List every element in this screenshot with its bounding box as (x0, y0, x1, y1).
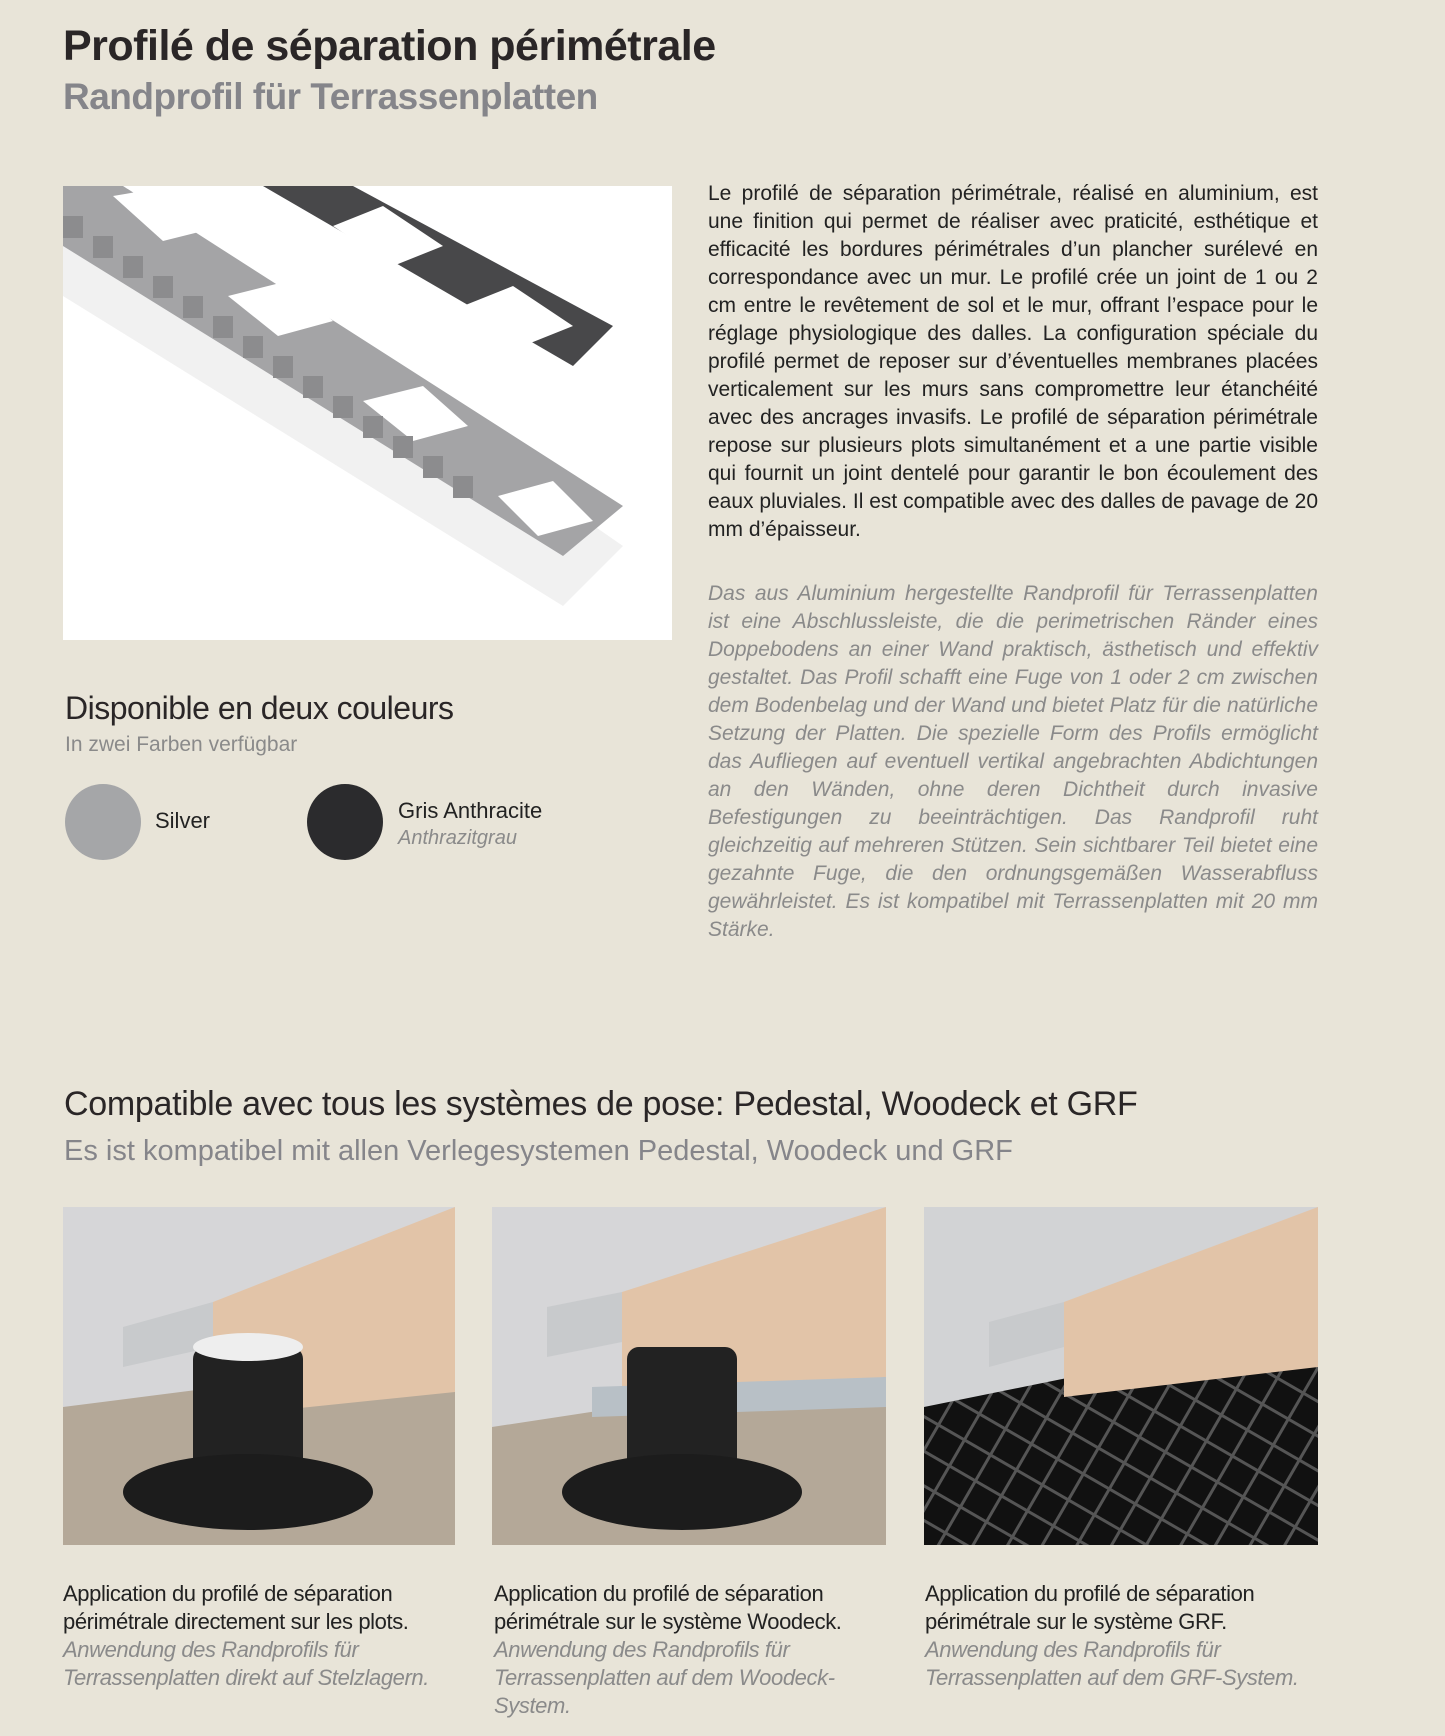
caption-de: Anwendung des Randprofils für Terrassenplatten auf dem Woodeck-System. (494, 1637, 835, 1718)
caption-de: Anwendung des Randprofils für Terrassenplatten auf dem GRF-System. (925, 1637, 1299, 1690)
colors-subheading: In zwei Farben verfügbar (65, 733, 298, 756)
description-fr: Le profilé de séparation périmétrale, réalisé en aluminium, est une finition qui permet de réaliser avec praticité, esthétique et efficacité les bordures périmétrales d’un plancher surélevé en correspondance avec un mur. Le profilé crée un joint de 1 ou 2 cm entre le revêtement de sol et le mur, offrant l’espace pour le réglage physiologique des dalles. La configuration spéciale du profilé permet de reposer sur d’éventuelles membranes placées verticalement sur les murs sans compromettre leur étanchéité avec des ancrages invasifs. Le profilé de séparation périmétrale repose sur plusieurs plots simultanément et a une partie visible qui fournit un joint dentelé pour garantir le bon écoulement des eaux pluviales. Il est compatible avec des dalles de pavage de 20 mm d’épaisseur. (708, 182, 1318, 541)
caption-fr: Application du profilé de séparation périmétrale sur le système GRF. (925, 1581, 1255, 1634)
caption-pedestal (63, 1580, 463, 1692)
caption-grf (925, 1580, 1325, 1692)
page-subtitle: Randprofil für Terrassenplatten (63, 76, 598, 117)
grf-application-image (924, 1207, 1318, 1545)
caption-fr: Application du profilé de séparation périmétrale directement sur les plots. (63, 1581, 409, 1634)
anthracite-label: Gris Anthracite (398, 798, 543, 823)
pedestal-application-image (63, 1207, 455, 1545)
caption-de: Anwendung des Randprofils für Terrassenplatten direkt auf Stelzlagern. (63, 1637, 429, 1690)
woodeck-application-image (492, 1207, 886, 1545)
colors-heading: Disponible en deux couleurs (65, 690, 454, 726)
description-de: Das aus Aluminium hergestellte Randprofil für Terrassenplatten ist eine Abschlussleiste, die die perimetrischen Ränder eines Doppebodens an einer Wand praktisch, ästhetisch und effektiv gestaltet. Das Profil schafft eine Fuge von 1 oder 2 cm zwischen dem Bodenbelag und der Wand und bietet Platz für die natürliche Setzung der Platten. Die spezielle Form des Profils ermöglicht das Aufliegen auf eventuell vertikal angebrachten Abdichtungen an den Wänden, ohne deren Dichtheit durch invasive Befestigungen zu beeinträchtigen. Das Randprofil ruht gleichzeitig auf mehreren Stützen. Sein sichtbarer Teil bietet eine gezahnte Fuge, die den ordnungsgemäßen Wasserabfluss gewährleistet. Es ist kompatibel mit Terrassenplatten mit 20 mm Stärke. (708, 582, 1318, 941)
compat-subheading: Es ist kompatibel mit allen Verlegesystemen Pedestal, Woodeck und GRF (64, 1135, 1013, 1167)
caption-fr: Application du profilé de séparation périmétrale sur le système Woodeck. (494, 1581, 842, 1634)
anthracite-sublabel: Anthrazitgrau (398, 827, 517, 849)
anthracite-swatch (307, 784, 383, 860)
caption-woodeck (494, 1580, 874, 1720)
compat-heading: Compatible avec tous les systèmes de pose: Pedestal, Woodeck et GRF (64, 1085, 1138, 1123)
silver-label: Silver (155, 808, 211, 833)
silver-swatch (65, 784, 141, 860)
product-image (63, 186, 672, 640)
page-title: Profilé de séparation périmétrale (63, 22, 716, 70)
